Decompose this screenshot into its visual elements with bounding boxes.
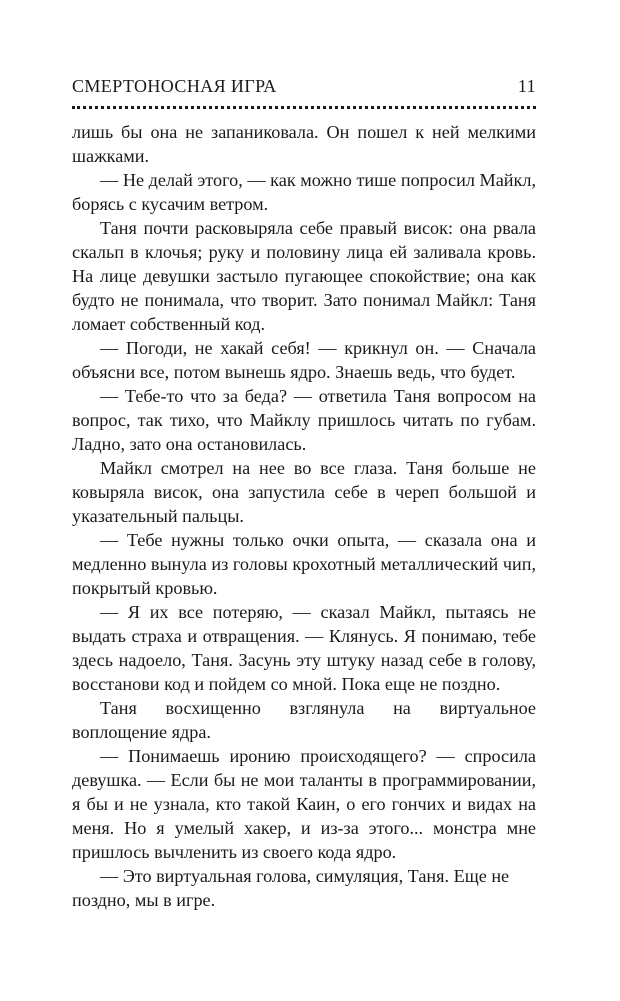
paragraph: — Тебе нужны только очки опыта, — сказала она и медленно вынула из головы крохотный металлический чип, покрытый кровью. — [72, 530, 536, 598]
paragraph: — Не делай этого, — как можно тише попросил Майкл, борясь с кусачим ветром. — [72, 170, 536, 214]
paragraph: — Погоди, не хакай себя! — крикнул он. — Сначала объясни все, потом вынешь ядро. Знаешь ведь, что будет. — [72, 338, 536, 382]
paragraph: — Понимаешь иронию происходящего? — спросила девушка. — Если бы не мои таланты в программировании, я бы и не узнала, кто такой Каин, о его гончих и видах на меня. Но я умелый хакер, и из-за этого... монстра мне пришлось вычленить из своего кода ядро. — [72, 746, 536, 862]
page-number: 11 — [517, 76, 536, 96]
paragraph: лишь бы она не запаниковала. Он пошел к ней мелкими шажками. — [72, 122, 536, 166]
running-head — [72, 76, 536, 97]
paragraph: Майкл смотрел на нее во все глаза. Таня больше не ковыряла висок, она запустила себе в череп большой и указательный пальцы. — [72, 458, 536, 526]
paragraph: Таня восхищенно взглянула на виртуальное воплощение ядра. — [72, 698, 536, 742]
paragraph: — Это виртуальная голова, симуляция, Таня. Еще не поздно, мы в игре. — [72, 866, 510, 910]
body-text — [72, 120, 536, 912]
book-title: СМЕРТОНОСНАЯ ИГРА — [72, 76, 277, 96]
dotted-rule — [72, 106, 536, 109]
paragraph: — Я их все потеряю, — сказал Майкл, пытаясь не выдать страха и отвращения. — Клянусь. Я понимаю, тебе здесь надоело, Таня. Засунь эту штуку назад себе в голову, восстанови код и пойдем со мной. Пока еще не поздно. — [72, 602, 536, 694]
paragraph: — Тебе-то что за беда? — ответила Таня вопросом на вопрос, так тихо, что Майклу пришлось читать по губам. Ладно, зато она остановилась. — [72, 386, 536, 454]
paragraph: Таня почти расковыряла себе правый висок: она рвала скальп в клочья; руку и половину лица ей заливала кровь. На лице девушки застыло пугающее спокойствие; она как будто не понимала, что творит. Зато понимал Майкл: Таня ломает собственный код. — [72, 218, 536, 334]
